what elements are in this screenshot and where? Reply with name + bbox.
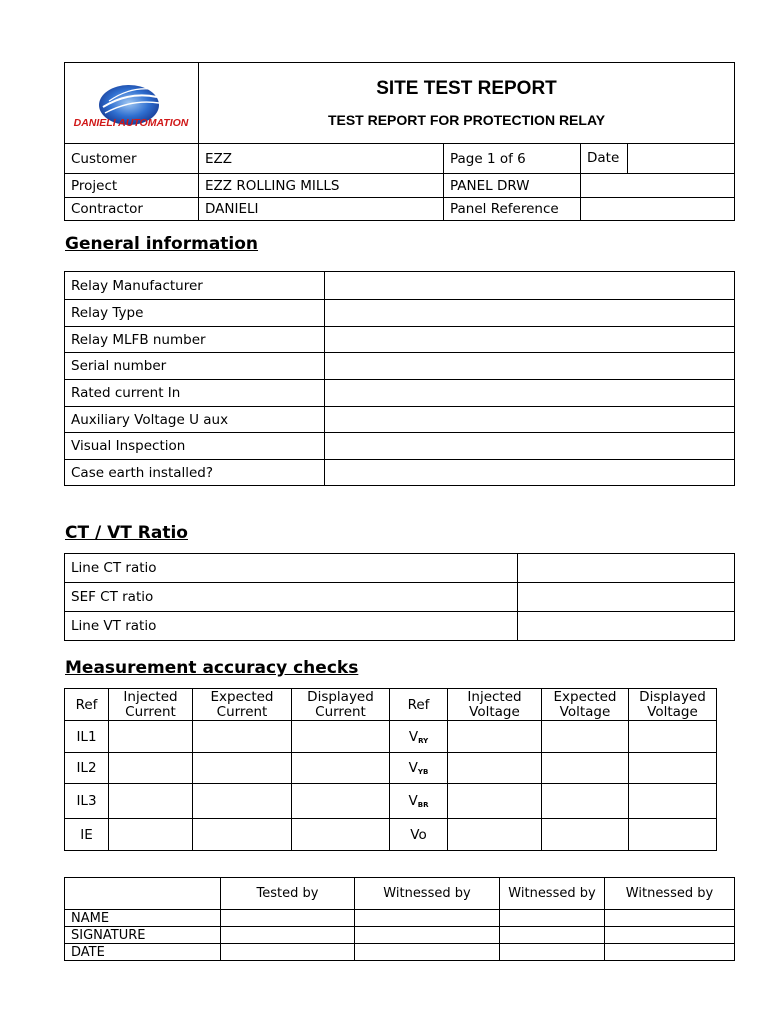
injected-voltage-cell[interactable] (448, 721, 542, 753)
expected-current-cell[interactable] (193, 819, 292, 851)
header-tested-by: Tested by (221, 878, 355, 910)
signoff-cell[interactable] (355, 910, 500, 927)
expected-current-cell[interactable] (193, 721, 292, 753)
title-cell (199, 63, 735, 144)
general-row-value[interactable] (325, 433, 735, 460)
signoff-cell[interactable] (355, 944, 500, 961)
current-ref: IE (65, 819, 109, 851)
voltage-ref-symbol: Vo (410, 826, 427, 843)
header-ref-current: Ref (65, 689, 109, 721)
ratio-row-value[interactable] (518, 612, 735, 641)
project-label: Project (65, 174, 199, 198)
panel-ref-label: Panel Reference (444, 198, 581, 221)
header-witnessed-by: Witnessed by (500, 878, 605, 910)
report-title: SITE TEST REPORT (376, 78, 557, 99)
panel-ref-value[interactable] (581, 198, 735, 221)
customer-label: Customer (65, 144, 199, 174)
ratio-row-label: Line VT ratio (65, 612, 518, 641)
voltage-ref-subscript: YB (417, 768, 429, 776)
signoff-corner (65, 878, 221, 910)
page-label: Page 1 of 6 (444, 144, 581, 174)
general-row-value[interactable] (325, 353, 735, 380)
general-row-label: Serial number (65, 353, 325, 380)
accuracy-row (65, 753, 717, 784)
ratio-row-label: Line CT ratio (65, 554, 518, 583)
ratio-row-value[interactable] (518, 554, 735, 583)
voltage-ref (390, 753, 448, 784)
header-displayed-voltage: Displayed Voltage (629, 689, 717, 721)
general-row-value[interactable] (325, 380, 735, 407)
ct-vt-ratio-heading: CT / VT Ratio (65, 523, 188, 543)
customer-value: EZZ (199, 144, 444, 174)
header-expected-current: Expected Current (193, 689, 292, 721)
report-subtitle: TEST REPORT FOR PROTECTION RELAY (327, 112, 606, 128)
general-information-table (64, 271, 735, 486)
logo-cell (65, 63, 199, 144)
header-witnessed-by: Witnessed by (605, 878, 735, 910)
accuracy-row (65, 819, 717, 851)
general-row-value[interactable] (325, 460, 735, 486)
signoff-cell[interactable] (605, 910, 735, 927)
signoff-table (64, 877, 735, 961)
signoff-row-label: DATE (65, 944, 221, 961)
general-row-label: Auxiliary Voltage U aux (65, 407, 325, 433)
signoff-cell[interactable] (221, 944, 355, 961)
voltage-ref-symbol: V (408, 728, 419, 745)
general-row-label: Case earth installed? (65, 460, 325, 486)
displayed-current-cell[interactable] (292, 753, 390, 784)
date-label-text: Date (587, 150, 620, 166)
displayed-current-cell[interactable] (292, 784, 390, 819)
displayed-current-cell[interactable] (292, 721, 390, 753)
current-ref: IL2 (65, 753, 109, 784)
voltage-ref-symbol: V (408, 760, 418, 776)
general-row-label: Rated current In (65, 380, 325, 407)
signoff-cell[interactable] (605, 927, 735, 944)
injected-current-cell[interactable] (109, 819, 193, 851)
expected-voltage-cell[interactable] (542, 819, 629, 851)
voltage-ref (390, 784, 448, 819)
voltage-ref-symbol: V (408, 793, 418, 809)
signoff-cell[interactable] (500, 910, 605, 927)
general-row-value[interactable] (325, 407, 735, 433)
header-injected-current: Injected Current (109, 689, 193, 721)
general-row-value[interactable] (325, 300, 735, 327)
general-row-label: Relay MLFB number (65, 327, 325, 353)
ratio-row-value[interactable] (518, 583, 735, 612)
signoff-cell[interactable] (221, 910, 355, 927)
header-expected-voltage: Expected Voltage (542, 689, 629, 721)
accuracy-row (65, 784, 717, 819)
contractor-label: Contractor (65, 198, 199, 221)
header-injected-voltage: Injected Voltage (448, 689, 542, 721)
contractor-value: DANIELI (199, 198, 444, 221)
voltage-ref (390, 819, 448, 851)
report-header-table (64, 62, 735, 221)
general-row-value[interactable] (325, 327, 735, 353)
injected-current-cell[interactable] (109, 721, 193, 753)
expected-current-cell[interactable] (193, 753, 292, 784)
current-ref: IL3 (65, 784, 109, 819)
measurement-accuracy-table (64, 688, 717, 851)
general-row-value[interactable] (325, 272, 735, 300)
voltage-ref-subscript: BR (417, 801, 429, 809)
expected-voltage-cell[interactable] (542, 721, 629, 753)
general-row-label: Visual Inspection (65, 433, 325, 460)
voltage-ref-subscript: RY (418, 736, 429, 745)
displayed-voltage-cell[interactable] (629, 784, 717, 819)
header-witnessed-by: Witnessed by (355, 878, 500, 910)
ct-vt-ratio-table (64, 553, 735, 641)
displayed-voltage-cell[interactable] (629, 819, 717, 851)
voltage-ref (390, 721, 448, 753)
ratio-row-label: SEF CT ratio (65, 583, 518, 612)
measurement-accuracy-heading: Measurement accuracy checks (65, 658, 359, 678)
signoff-cell[interactable] (355, 927, 500, 944)
expected-current-cell[interactable] (193, 784, 292, 819)
general-information-heading: General information (65, 234, 259, 254)
displayed-voltage-cell[interactable] (629, 721, 717, 753)
signoff-cell[interactable] (500, 944, 605, 961)
current-ref: IL1 (65, 721, 109, 753)
signoff-row-label: NAME (65, 910, 221, 927)
expected-voltage-cell[interactable] (542, 753, 629, 784)
injected-current-cell[interactable] (109, 784, 193, 819)
displayed-voltage-cell[interactable] (629, 753, 717, 784)
displayed-current-cell[interactable] (292, 819, 390, 851)
header-displayed-current: Displayed Current (292, 689, 390, 721)
panel-drw-value[interactable] (581, 174, 735, 198)
injected-current-cell[interactable] (109, 753, 193, 784)
header-ref-voltage: Ref (390, 689, 448, 721)
injected-voltage-cell[interactable] (448, 753, 542, 784)
date-label (581, 144, 628, 174)
logo-wordmark: DANIELI AUTOMATION (73, 117, 189, 129)
signoff-cell[interactable] (605, 944, 735, 961)
panel-drw-label: PANEL DRW (444, 174, 581, 198)
expected-voltage-cell[interactable] (542, 784, 629, 819)
accuracy-row (65, 721, 717, 753)
general-row-label: Relay Type (65, 300, 325, 327)
danieli-automation-logo (65, 63, 197, 139)
injected-voltage-cell[interactable] (448, 784, 542, 819)
project-value: EZZ ROLLING MILLS (199, 174, 444, 198)
injected-voltage-cell[interactable] (448, 819, 542, 851)
signoff-row-label: SIGNATURE (65, 927, 221, 944)
signoff-cell[interactable] (221, 927, 355, 944)
signoff-cell[interactable] (500, 927, 605, 944)
date-value[interactable] (628, 144, 735, 174)
general-row-label: Relay Manufacturer (65, 272, 325, 300)
